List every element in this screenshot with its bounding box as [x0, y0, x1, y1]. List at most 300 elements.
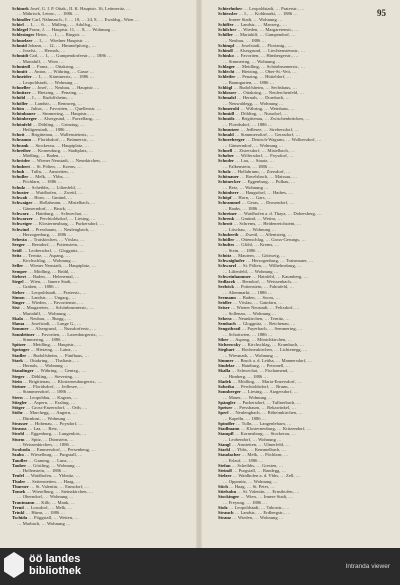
entry-text: … Bruck a. d. Leitha, … Mannersdorf, … [233, 357, 313, 363]
entry-text: … Zwettl, … Allentsteig, … [238, 231, 293, 237]
entry-text: … Währing, … Weinhaus, … [239, 105, 295, 111]
entry-text: … Hainfeld, … Kaumberg, … [250, 273, 309, 279]
entry-name: Schlegel [12, 27, 29, 32]
entry-text: … Hietzing, … Penzing, … [30, 90, 84, 95]
entry-text: … Innere Stadt, … Wohnung … [223, 16, 283, 22]
entry-name: Schweiger [12, 221, 33, 227]
entry-text: … Pöchlarn, … 1886 … [17, 179, 63, 185]
entry-text: … Wieden, … Wohnung … [231, 515, 284, 521]
entry-name: Tschida [12, 515, 28, 521]
entry-text: … Floridsdorf, … Brünnerstr., … [31, 137, 95, 143]
entry-text: … Berndorf, … Pottenstein, … [25, 242, 84, 248]
library-logo-icon [4, 552, 24, 578]
entry-text: … Wieselburg, … Purgstall, … [23, 452, 83, 458]
directory-entry [218, 515, 386, 520]
entry-text: … Gaming, … Lunz, … [27, 457, 74, 463]
entry-text: … Ternitz, … Aspang, … [21, 252, 70, 258]
entry-text: … Wieden, … Margaretenstr., … [236, 27, 299, 32]
entry-text: … Josefstadt, … Lange G., … [24, 321, 82, 326]
entry-text: … Gföhl, … Krems, … [234, 242, 280, 248]
entry-name: Schönfeld [12, 121, 32, 127]
entry-name: Thaler [12, 478, 26, 484]
entry-text: … Herzogenburg, … Traismauer, … [244, 258, 314, 263]
entry-name: Skala [12, 315, 23, 321]
entry-name: Sixt [12, 305, 20, 311]
entry-name: Schulz [12, 184, 26, 190]
entry-text: … Scheibbs, … Lilienfeld, … [25, 184, 82, 190]
entry-name: Schiffer [218, 21, 234, 27]
entry-name: Springer [12, 347, 30, 353]
entry-text: … Neubau, … 1886 … [223, 37, 266, 43]
entry-text: … Tulln, … Langenlebarn, … [234, 420, 292, 426]
entry-name: Schönauer [218, 174, 239, 179]
library-logo[interactable] [4, 552, 81, 578]
entry-name: Strobl [12, 431, 25, 437]
entry-text: … St. Pölten, … Wilhelmsburg, … [236, 263, 302, 269]
entry-name: Spindler [218, 420, 235, 426]
entry-name: Schimpf [218, 42, 235, 48]
entry-text: … Landstr., … Marxerg., … [233, 21, 288, 27]
entry-name: Teufel [12, 473, 25, 479]
entry-name: Stangl [218, 441, 231, 447]
entry-name: Schuster [12, 189, 30, 195]
entry-name: Stein [12, 378, 22, 384]
entry-text: … Wien, … Innere Stadt, … [239, 494, 294, 500]
entry-text: … Mödling, … Maria-Enzersdorf, … [231, 378, 302, 384]
entry-text: … Deutsch-Wagram, … Wolkersdorf, … [244, 137, 322, 143]
entry-name: Schneeberger [218, 137, 245, 143]
entry-name: Schober [218, 153, 235, 158]
entry-text: … Rudolfsheim, … Sechshaus, … [232, 84, 297, 90]
entry-text: … Hollabrunn, … Mistelbach, … [32, 200, 96, 206]
entry-name: Thurner [12, 483, 29, 489]
entry-name: Siebert [12, 273, 27, 279]
entry-text: … Pöggstall, … Weiten, … [27, 515, 79, 521]
entry-name: Steger [12, 373, 25, 379]
entry-text: … Leobendorf, … Wohnung … [223, 436, 282, 442]
entry-text: … Oberndorf, … Wohnung … [17, 494, 74, 500]
entry-name: Strasser [12, 420, 29, 426]
entry-name: Schwab [12, 195, 28, 200]
entry-text: … Hernals, … Dornbach, … [235, 95, 291, 101]
entry-text: … Mariahilf, … Gumpendorf, … [233, 32, 296, 38]
entry-text: … Brigittenau, … Zwischenbrücken, … [234, 116, 310, 122]
entry-text: Carl, Nähmasch., I. … 18, … 24, 8, … Ewaldsg., Wien … [30, 16, 140, 22]
entry-text: … Hohenau, … Poysdorf, … [28, 420, 84, 426]
entry-text: … Gross-Enzersdorf, … Orth, … [24, 405, 88, 410]
entry-name: Sperl [218, 410, 229, 416]
entry-name: Schmidt [12, 53, 29, 59]
entry-name: Trinkl [12, 510, 25, 515]
entry-text: Carl, … I., … Gumpendorferstr., … 1886 … [28, 53, 112, 59]
entry-name: Sengstbratl [218, 326, 241, 332]
entry-text: … Ottakring, … Thaliastr., … [22, 357, 80, 363]
entry-name: Stockinger [218, 494, 240, 500]
entry-text: … Simmering, … 1886 … [17, 336, 67, 342]
entry-name: Schultes [218, 242, 235, 248]
entry-text: … Horn, … Gmünd, … [27, 195, 73, 200]
entry-text: … Klosterneuburg, … Purkersdorf, … [32, 221, 105, 227]
entry-text: … Döbling, … Grinzing, … [31, 121, 85, 127]
entry-text: … Amstetten, … Ulmerfeld, … [230, 441, 290, 447]
entry-text: … Favoriten, … Laxenburgerstr., … [34, 331, 104, 337]
entry-name: Schwaighofer [218, 258, 245, 263]
entry-name: Skalla [218, 368, 231, 374]
entry-text: … Aspang, … Mönichkirchen, … [228, 336, 293, 342]
entry-text: … Spitz, … Dürnstein, … [24, 436, 74, 442]
entry-name: Tomek [12, 489, 26, 494]
page-number: 95 [377, 8, 386, 18]
entry-name: Scholz [218, 168, 231, 174]
entry-text: … Neubau, … Burgg., … [22, 315, 72, 321]
entry-text: … Stein, … 1886 … [223, 247, 262, 253]
entry-text: … St. Valentin, … Ennsdorf, … [28, 483, 89, 489]
entry-text: … Litschau, … Wohnung … [223, 226, 277, 232]
entry-text: Franz, J. … Hauptstr. 11, … 8, … Wohnung … [28, 27, 116, 32]
entry-text: … Gänserndorf, … Wohnung … [223, 142, 284, 148]
entry-name: Schierhuber [218, 6, 243, 11]
entry-name: Seeböck [218, 284, 235, 290]
entry-name: Schwaiger [12, 200, 33, 206]
entry-name: Schindler [12, 16, 31, 22]
entry-text: … Neunkirchen, … Ternitz, … [231, 315, 290, 321]
entry-name: Sobotka [218, 384, 235, 389]
entry-text: … Mödling, … Brühl, … [27, 268, 76, 274]
entry-name: Stern [12, 394, 23, 400]
entry-text: … Korneuburg, … Stadtplatz, … [31, 147, 94, 153]
entry-name: Schlecht [218, 69, 235, 74]
entry-text: … Leopoldstadt, … Taborstr., … [227, 504, 290, 510]
entry-name: Schrank [12, 142, 29, 148]
entry-text: … Hietzing, … Lainz, … [29, 347, 78, 353]
entry-name: Simmer [218, 357, 234, 363]
entry-text: … Göstling, … Wohnung … [26, 462, 81, 468]
entry-text: … Landstr., … Rennweg, … [28, 100, 83, 106]
entry-name: Schmutzer [218, 126, 240, 132]
entry-name: Seidl [12, 247, 22, 253]
entry-text: … Hainburg, … Schwechat, … [28, 210, 88, 216]
entry-text: … Traiskirchen, … Vöslau, … [26, 237, 85, 242]
entry-name: Seemann [218, 294, 236, 300]
entry-name: Singer [12, 300, 25, 305]
entry-text: Heinr., … I., … Ringstr. … [34, 32, 86, 38]
entry-name: Sindelar [218, 363, 235, 368]
entry-name: Sedlacek [218, 279, 236, 284]
entry-text: … Raabs, … 1886 … [223, 205, 263, 211]
entry-text: … Penzing, … Hütteldorf, … [235, 74, 292, 80]
entry-text: … Heiligenstadt, … 1886 … [17, 126, 71, 132]
entry-name: Schiller [218, 32, 234, 38]
entry-name: Treml [12, 504, 24, 510]
entry-name: Stöhr [12, 410, 23, 416]
entry-name: Sebesta [12, 237, 27, 242]
entry-text: … Wilfersdorf, … Poysdorf, … [234, 153, 294, 158]
entry-name: Sekera [218, 315, 232, 321]
logo-line-1: öö landes [29, 553, 81, 565]
entry-name: Schiessler [218, 11, 238, 17]
entry-text: … Dürnkrut, … Wohnung … [17, 415, 72, 421]
entry-name: Schmerold [218, 105, 240, 111]
entry-text: … Hürm, … 1886 … [24, 510, 66, 515]
entry-text: … Alsergrund, … Liechtensteinstr., … [232, 48, 306, 53]
entry-name: Stranz [218, 515, 232, 521]
entry-text: … Purkersdorf, … Tullnerbach, … [235, 399, 302, 405]
entry-text: … Wien, … Innere Stadt, … [23, 279, 78, 284]
entry-text: … Leopoldau, … Kagran, … [22, 394, 78, 400]
entry-name: Steiner [12, 384, 27, 389]
entry-name: Swoboda [12, 447, 30, 452]
entry-text: … I., … Wiedner Hauptstr. … [32, 37, 90, 43]
entry-text: … Alsergrund, … Porzellang., … [37, 116, 100, 122]
entry-name: Schnabl [218, 132, 234, 137]
entry-text: … Klosterneuburg, … Kritzendorf, … [239, 426, 312, 431]
entry-text: … Perchtoldsdorf, … Brunn, … [234, 384, 295, 389]
entry-name: Schramm [12, 137, 32, 143]
entry-name: Schlager [218, 63, 236, 69]
entry-text: … Josef, … Neubau, … Hauptstr. … [30, 84, 100, 90]
entry-name: Schnitzer [12, 90, 31, 95]
entry-text: … Horn, … Gars, … [231, 195, 272, 200]
entry-name: Stelzer [218, 473, 232, 479]
entry-name: Schwarzer [12, 216, 33, 221]
entry-name: Schweinhammer [218, 273, 251, 279]
entry-name: Schwind [12, 226, 29, 232]
entry-text: … Floridsdorf, … 1886 … [223, 121, 273, 127]
entry-name: Schilcher [218, 27, 237, 32]
left-column [12, 6, 180, 526]
entry-text: … Favoriten, … Himbergerstr., … [233, 53, 299, 59]
entry-text: … Wieselburg, … Steinakirchen, … [25, 489, 94, 494]
entry-name: Stiefsohn [218, 489, 237, 494]
viewer-footer [0, 548, 400, 585]
entry-name: Trautmann [12, 499, 35, 505]
entry-text: … Schottwien, … 1886 … [223, 331, 273, 337]
entry-text: … Payerbach, … Semmering, … [240, 326, 303, 332]
entry-text: … Leobersdorf, … Gloggnitz, … [21, 247, 85, 253]
entry-name: Schröder [12, 158, 31, 164]
entry-name: Sladek [218, 378, 232, 384]
entry-name: Schüller [218, 237, 235, 242]
entry-text: … Waidhofen, … Ybbsitz, … [24, 473, 80, 479]
column-gutter [196, 0, 202, 548]
entry-text: … Rudolfsheim, … Fünfhaus, … [26, 352, 89, 358]
entry-text: … Margareten, … Schönbrunnerstr., … [19, 305, 94, 311]
entry-text: … Döbling, … Nussdorf, … [234, 111, 288, 116]
entry-name: Schuberth [218, 231, 239, 237]
entry-text: … Neulengbach, … Böheimkirchen, … [228, 410, 303, 416]
entry-text: … Leopoldstadt, … Wohnung … [17, 79, 79, 85]
entry-name: Sonnleitner [12, 331, 35, 337]
entry-name: Schönbauer [12, 111, 36, 116]
entry-name: Sturm [12, 436, 25, 442]
entry-text: … Erlauf, … 1886 … [223, 457, 264, 463]
entry-text: … Hollabrunn, … Ziersdorf, … [230, 168, 291, 174]
entry-name: Tandler [12, 457, 28, 463]
entry-name: Spängler [218, 399, 236, 405]
entry-name: Schlögl [218, 84, 233, 90]
entry-name: Schirl [12, 21, 24, 27]
entry-text: … Marchegg, … Angern, … [22, 410, 77, 416]
entry-name: Schmalzl [218, 95, 236, 101]
entry-text: … Mautern, … Göttweig, … [231, 252, 286, 258]
entry-text: … Wiener Neustadt, … Felixdorf, … [229, 305, 300, 311]
entry-text: … Josefst., … Hernals, … [17, 48, 66, 53]
entry-text: Johann, … 12, … Himmelpfortg., … [26, 42, 96, 48]
entry-name: Schmölz [218, 116, 235, 122]
entry-name: Schreiber [12, 147, 32, 153]
entry-text: … Brigittenau, … Wallensteinstr., … [24, 132, 94, 137]
entry-name: Schmelzer [12, 37, 33, 43]
entry-text: … I., … 6. … Müllerg., … Adolfsg., … [23, 21, 99, 27]
entry-text: … Gänserndorf, … Bruck, … [17, 205, 72, 211]
entry-text: … Kirchschlag, … Krumbach, … [240, 342, 305, 347]
entry-text: … Hainburg, … Petronell, … [234, 363, 291, 368]
entry-text: … Mariahilf, … Wohnung … [17, 310, 72, 316]
entry-name: Sembach [218, 321, 236, 326]
entry-text: … Hollenstein, … 1886 … [17, 468, 67, 473]
entry-text: … Eggenburg, … Pulkau, … [240, 179, 296, 185]
entry-name: Semper [12, 268, 28, 274]
entry-text: … Lilienfeld, … Wohnung … [223, 268, 279, 274]
entry-text: … Landstr., … Erdbergstr., … [233, 510, 291, 515]
entry-text: … Meidling, … Schönbrunnerstr., … [235, 63, 306, 69]
entry-name: Siber [218, 336, 229, 342]
entry-name: Schott [12, 132, 25, 137]
entry-name: Starkl [218, 447, 231, 452]
entry-text: … Stockerau, … Hauptplatz, … [28, 142, 89, 148]
entry-name: Sieghart [218, 347, 235, 353]
entry-text: … Anton, … Währing, … Gasse … [27, 69, 95, 74]
entry-name: Schlesinger [12, 32, 35, 38]
entry-text: … I., … Rudolfsheim, … [25, 95, 74, 101]
entry-text: … Alsergrund, … Nussdorferstr., … [28, 326, 97, 332]
viewer-label: Intranda viewer [345, 563, 390, 570]
entry-text: … Jedlesee, … Strebersdorf, … [239, 126, 300, 132]
entry-name: Schön [12, 105, 25, 111]
entry-text: Josef, G. I. P. Ottak., II. K. Hauptstr. 16, Leitmeritz, ... [28, 6, 130, 11]
entry-name: Schimek [12, 6, 29, 11]
entry-text: … Simmering, … Hauptstr., … [35, 111, 95, 116]
entry-text: … Baden, … Helenental, … [26, 273, 80, 279]
entry-name: Schindl [218, 48, 233, 53]
entry-text: … Waidhofen a. d. Thaya, … Dobersberg, … [237, 210, 322, 216]
entry-name: Schuller [12, 174, 29, 179]
entry-text: … Waidhofen a. d. Ybbs, … Zell, … [231, 473, 301, 479]
entry-text: … Wieden, … Favoritenstr., … [24, 300, 84, 305]
entry-text: … Purgstall, … Randegg, … [231, 468, 287, 473]
entry-name: Seitz [12, 252, 22, 258]
entry-name: Strauch [218, 510, 234, 515]
entry-text: … Geras, … Drosendorf, … [240, 200, 294, 206]
entry-name: Schmidl [218, 111, 235, 116]
entry-text: … Leopoldstadt, … Praterstr., … [242, 6, 305, 11]
entry-text: … Wiener Neustadt, … Neunkirchen, … [30, 158, 107, 164]
entry-text: … Simmering, … Wohnung … [223, 58, 281, 64]
entry-text: … Baden, … Sooss, … [235, 294, 281, 300]
entry-text: … Eggenburg, … Langenlois, … [24, 431, 87, 437]
entry-text: … Pottenstein, … Fahrafeld, … [234, 284, 294, 290]
entry-text: … Perchtoldsdorf, … Liesing, … [32, 216, 96, 221]
entry-name: Schönecker [218, 179, 241, 185]
entry-text: … Sollenau, … Wohnung … [223, 310, 277, 316]
entry-text: … Altenmarkt, … 1886 … [223, 289, 273, 295]
entry-text: … Falkenstein, … 1886 … [223, 163, 273, 169]
entry-text: … Neuwaldegg, … Wohnung … [223, 100, 284, 106]
entry-name: Seeger [12, 242, 26, 248]
entry-text: … St. Pölten, … Krems, … [29, 163, 82, 169]
entry-text: … Josefstadt, … Florianig., … [234, 42, 293, 48]
entry-name: Sichrowsky [218, 342, 241, 347]
entry-name: Strauss [12, 426, 27, 431]
entry-text: … Herzogenburg, … 1886 … [17, 231, 72, 237]
entry-name: Staudacher [218, 452, 241, 458]
entry-name: Schrott [218, 221, 233, 227]
entry-name: Stolz [218, 504, 228, 510]
entry-text: … Landstr., … Ungarg., … [24, 294, 77, 300]
entry-text: … Tulln, … Amstetten, … [24, 168, 75, 174]
entry-text: … Schrems, … Heidenreichstein, … [232, 221, 302, 227]
entry-text: … Hietzing, … Ober-St.-Veit, … [234, 69, 297, 74]
entry-name: Szabo [12, 452, 24, 458]
entry-name: Stöger [12, 405, 25, 410]
entry-text: … Emmersdorf, … Persenbeug, … [29, 447, 96, 452]
entry-name: Speiser [218, 405, 233, 410]
entry-text: … Währing, … Gentzg., … [33, 368, 86, 374]
entry-name: Schmid [12, 42, 27, 48]
entry-text: … Ravelsbach, … Maissau, … [238, 174, 298, 179]
entry-text: … Ottenschlag, … Gross-Gerungs, … [234, 237, 306, 242]
entry-text: … Julius, … Favoriten, … Quellenstr. … [24, 105, 102, 111]
entry-name: Stark [12, 357, 23, 363]
entry-text: … Berndorf, … Weissenbach, … [235, 279, 298, 284]
entry-name: Seller [12, 263, 24, 269]
entry-text: … Himberg, … 1886 … [223, 373, 268, 379]
entry-text: … Mauer, … Wohnung … [223, 394, 272, 400]
entry-text: … Wiesmath, … Wohnung … [223, 352, 279, 358]
entry-name: Schubert [12, 163, 30, 169]
entry-text: … Kilb, … Mank, … [34, 499, 76, 505]
entry-text: … Kapelln, … 1886 … [223, 415, 267, 421]
entry-text: … Kirchschlag, … Wohnung … [17, 258, 77, 263]
entry-text: … Gmünd, … Weitra, … [234, 216, 282, 221]
entry-name: Schleifer [218, 74, 236, 80]
entry-text: … Opponitz, … Wohnung … [223, 478, 278, 484]
entry-text: … Ybbs, … Kemmelbach, … [230, 447, 287, 452]
entry-text: … Loosdorf, … Melk, … [23, 504, 73, 510]
entry-text: … St. Valentin, … Ernsthofen, … [236, 489, 300, 494]
entry-text: … Döbling, … Sievering, … [24, 373, 79, 379]
entry-text: … Vöslau, … Gainfarn, … [231, 300, 283, 305]
entry-name: Sonnberger [218, 389, 241, 395]
entry-text: … Franz, … Ottakring, … [30, 63, 81, 69]
entry-name: Schinko [218, 53, 234, 59]
entry-name: Schlosser [218, 90, 237, 95]
entry-name: Seidler [218, 300, 232, 305]
entry-name: Schrenk [218, 216, 235, 221]
entry-text: … I., … Kärntnerstr., … 1886 … [31, 74, 95, 80]
logo-line-2: bibliothek [29, 565, 81, 577]
entry-name: Stich [218, 483, 228, 489]
entry-text: … Laa, … Staatz, … [234, 158, 275, 164]
entry-name: Stadlmann [218, 426, 240, 431]
entry-text: … Haag, … St. Peter, … [227, 483, 275, 489]
entry-name: Slama [12, 321, 25, 326]
entry-text: … Haugsdorf, … Hadres, … [238, 189, 293, 195]
entry-name: Seiser [218, 305, 230, 311]
entry-text: … Melk, … Pöchlarn, … [240, 452, 289, 458]
entry-name: Schneller [12, 84, 31, 90]
entry-text: … Zistersdorf, … Mistelbach, … [232, 147, 295, 153]
